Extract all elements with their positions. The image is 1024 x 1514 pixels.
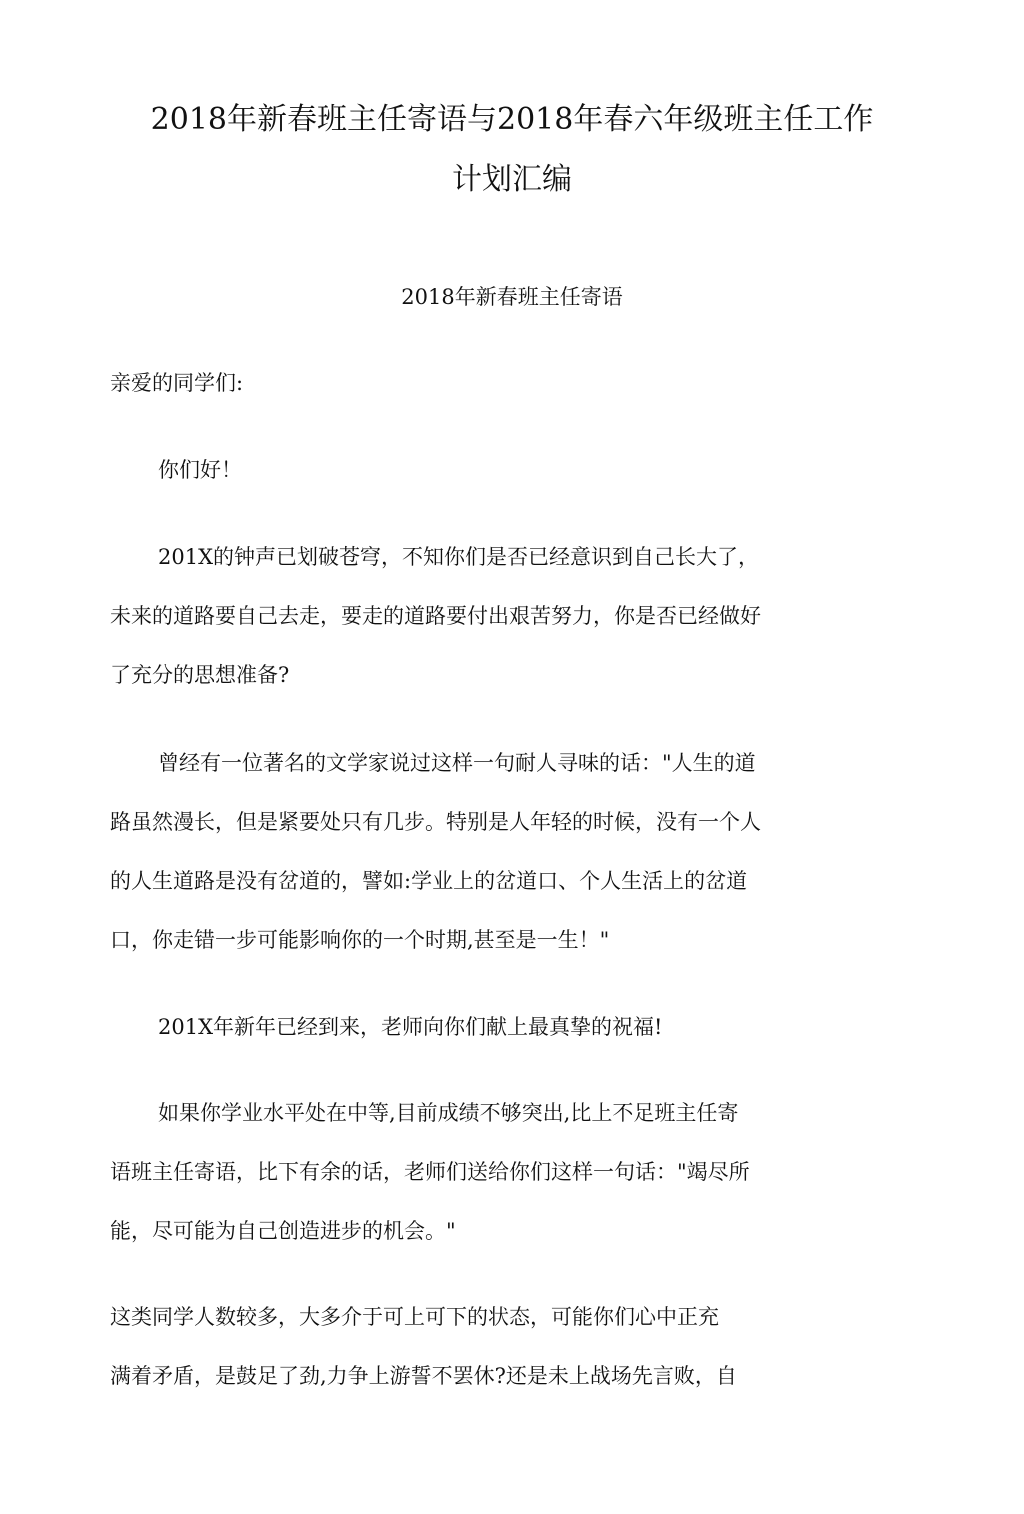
paragraph-line: 如果你学业水平处在中等,目前成绩不够突出,比上不足班主任寄 [158,1101,739,1125]
title-line-1: 2018年新春班主任寄语与2018年春六年级班主任工作 [150,102,874,137]
paragraph-line: 能，尽可能为自己创造进步的机会。" [110,1219,456,1243]
paragraph-line: 语班主任寄语，比下有余的话，老师们送给你们这样一句话："竭尽所 [110,1160,750,1184]
paragraph-line: 了充分的思想准备? [110,663,290,687]
paragraph-line: 未来的道路要自己去走，要走的道路要付出艰苦努力，你是否已经做好 [110,604,761,628]
paragraph-line: 201X年新年已经到来，老师向你们献上最真挚的祝福! [158,1015,663,1039]
document-title [80,90,944,210]
greeting: 你们好！ [158,458,242,482]
section-heading: 2018年新春班主任寄语 [401,285,623,309]
paragraph-line: 满着矛盾，是鼓足了劲,力争上游誓不罢休?还是未上战场先言败，自 [110,1364,737,1388]
paragraph-line: 这类同学人数较多，大多介于可上可下的状态，可能你们心中正充 [110,1305,719,1329]
paragraph-line: 路虽然漫长，但是紧要处只有几步。特别是人年轻的时候，没有一个人 [110,810,761,834]
paragraph-line: 的人生道路是没有岔道的，譬如:学业上的岔道口、个人生活上的岔道 [110,869,748,893]
paragraph-line: 曾经有一位著名的文学家说过这样一句耐人寻味的话："人生的道 [158,751,756,775]
salutation: 亲爱的同学们: [110,371,244,395]
title-line-2: 计划汇编 [452,162,572,197]
paragraph-line: 201X的钟声已划破苍穹，不知你们是否已经意识到自己长大了， [158,545,760,569]
paragraph-line: 口，你走错一步可能影响你的一个时期,甚至是一生！" [110,928,610,952]
